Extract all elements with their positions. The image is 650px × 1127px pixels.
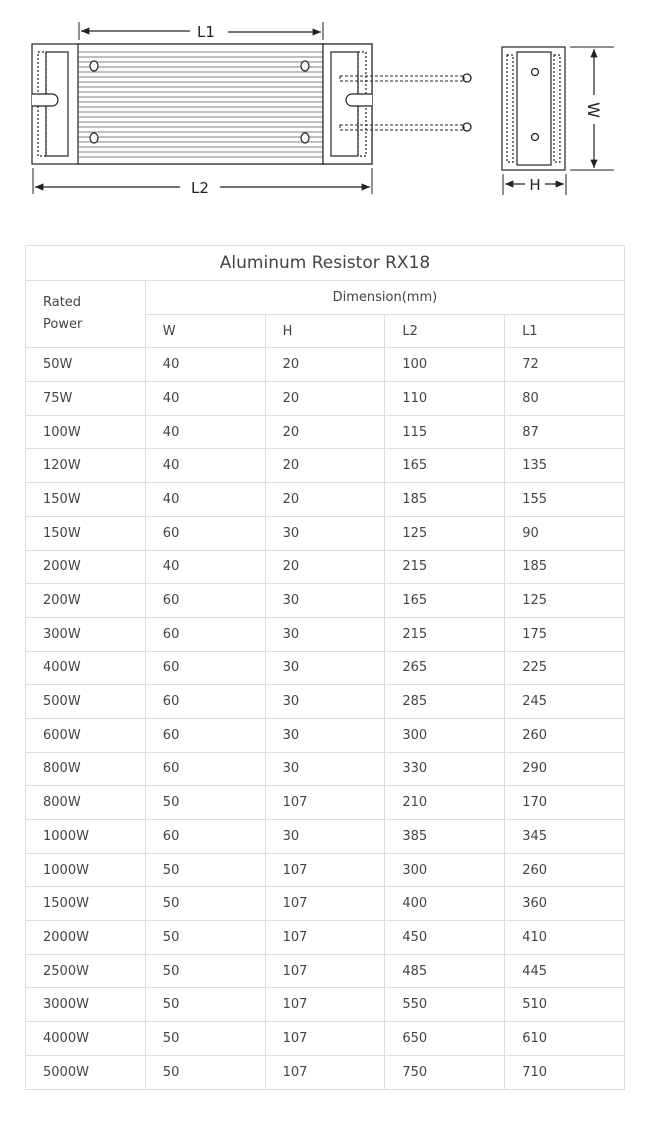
- table-row: [26, 348, 625, 382]
- table-row: [26, 718, 625, 752]
- h-cell: 30: [265, 752, 385, 786]
- l1-cell: 90: [505, 516, 625, 550]
- dimension-header: Dimension(mm): [145, 281, 624, 315]
- table-header-row: [26, 281, 625, 315]
- w-cell: 50: [145, 1022, 265, 1056]
- table-row: [26, 415, 625, 449]
- table-row: [26, 1055, 625, 1089]
- w-cell: 50: [145, 988, 265, 1022]
- table-row: [26, 516, 625, 550]
- h-cell: 20: [265, 348, 385, 382]
- l2-cell: 650: [385, 1022, 505, 1056]
- table-row: [26, 887, 625, 921]
- l1-cell: 135: [505, 449, 625, 483]
- l1-cell: 710: [505, 1055, 625, 1089]
- table-row: [26, 382, 625, 416]
- rated-power-cell: 150W: [26, 483, 146, 517]
- h-cell: 30: [265, 718, 385, 752]
- h-cell: 30: [265, 651, 385, 685]
- rated-power-cell: 400W: [26, 651, 146, 685]
- table-row: [26, 786, 625, 820]
- rated-power-cell: 3000W: [26, 988, 146, 1022]
- l2-cell: 400: [385, 887, 505, 921]
- rated-power-cell: 1500W: [26, 887, 146, 921]
- l2-cell: 450: [385, 921, 505, 955]
- l1-label: L1: [197, 23, 215, 41]
- table-row: [26, 752, 625, 786]
- h-cell: 30: [265, 820, 385, 854]
- w-cell: 60: [145, 516, 265, 550]
- h-cell: 107: [265, 786, 385, 820]
- l1-cell: 155: [505, 483, 625, 517]
- w-label: W: [584, 102, 603, 118]
- rated-power-cell: 200W: [26, 584, 146, 618]
- h-cell: 20: [265, 483, 385, 517]
- table-row: [26, 820, 625, 854]
- h-cell: 30: [265, 617, 385, 651]
- w-cell: 50: [145, 921, 265, 955]
- w-cell: 60: [145, 617, 265, 651]
- l2-cell: 165: [385, 449, 505, 483]
- w-cell: 50: [145, 887, 265, 921]
- rated-power-cell: 600W: [26, 718, 146, 752]
- l2-label: L2: [191, 179, 209, 197]
- w-cell: 40: [145, 382, 265, 416]
- h-cell: 107: [265, 954, 385, 988]
- l1-cell: 360: [505, 887, 625, 921]
- l1-cell: 170: [505, 786, 625, 820]
- column-header-l1: L1: [505, 314, 625, 348]
- w-cell: 60: [145, 584, 265, 618]
- table-row: [26, 853, 625, 887]
- l1-cell: 175: [505, 617, 625, 651]
- l2-cell: 210: [385, 786, 505, 820]
- rated-power-cell: 800W: [26, 752, 146, 786]
- h-cell: 107: [265, 1055, 385, 1089]
- table-title-row: [26, 246, 625, 281]
- l1-cell: 185: [505, 550, 625, 584]
- rated-power-cell: 100W: [26, 415, 146, 449]
- h-cell: 107: [265, 853, 385, 887]
- table-row: [26, 449, 625, 483]
- l2-cell: 125: [385, 516, 505, 550]
- table-row: [26, 1022, 625, 1056]
- rated-power-cell: 4000W: [26, 1022, 146, 1056]
- rated-power-header: Rated Power: [26, 281, 146, 348]
- l2-cell: 330: [385, 752, 505, 786]
- w-cell: 40: [145, 483, 265, 517]
- resistor-front-view: [32, 44, 372, 164]
- w-cell: 60: [145, 651, 265, 685]
- h-cell: 30: [265, 685, 385, 719]
- w-cell: 40: [145, 415, 265, 449]
- rated-power-cell: 120W: [26, 449, 146, 483]
- l2-cell: 265: [385, 651, 505, 685]
- l1-cell: 410: [505, 921, 625, 955]
- l2-cell: 485: [385, 954, 505, 988]
- h-cell: 30: [265, 584, 385, 618]
- rated-power-cell: 75W: [26, 382, 146, 416]
- l1-cell: 445: [505, 954, 625, 988]
- rated-power-cell: 300W: [26, 617, 146, 651]
- table-row: [26, 617, 625, 651]
- column-header-h: H: [265, 314, 385, 348]
- l1-cell: 87: [505, 415, 625, 449]
- table-row: [26, 954, 625, 988]
- w-dimension: [570, 47, 614, 170]
- rated-power-cell: 50W: [26, 348, 146, 382]
- resistor-side-view: [502, 47, 565, 170]
- l1-cell: 260: [505, 718, 625, 752]
- l2-cell: 550: [385, 988, 505, 1022]
- specification-table: [25, 245, 625, 1090]
- l1-cell: 80: [505, 382, 625, 416]
- table-row: [26, 483, 625, 517]
- h-cell: 20: [265, 382, 385, 416]
- w-cell: 40: [145, 348, 265, 382]
- l2-cell: 385: [385, 820, 505, 854]
- l2-cell: 750: [385, 1055, 505, 1089]
- l1-cell: 290: [505, 752, 625, 786]
- l2-dimension: [33, 168, 372, 197]
- rated-power-cell: 1000W: [26, 853, 146, 887]
- l2-cell: 215: [385, 617, 505, 651]
- h-cell: 107: [265, 1022, 385, 1056]
- column-header-w: W: [145, 314, 265, 348]
- rated-power-cell: 1000W: [26, 820, 146, 854]
- w-cell: 40: [145, 449, 265, 483]
- w-cell: 60: [145, 820, 265, 854]
- column-header-l2: L2: [385, 314, 505, 348]
- l2-cell: 300: [385, 718, 505, 752]
- table-row: [26, 584, 625, 618]
- h-cell: 20: [265, 415, 385, 449]
- w-cell: 40: [145, 550, 265, 584]
- table-row: [26, 651, 625, 685]
- l1-cell: 345: [505, 820, 625, 854]
- l2-cell: 215: [385, 550, 505, 584]
- h-cell: 107: [265, 887, 385, 921]
- h-cell: 107: [265, 988, 385, 1022]
- w-cell: 60: [145, 752, 265, 786]
- l1-cell: 610: [505, 1022, 625, 1056]
- table-row: [26, 921, 625, 955]
- rated-power-cell: 2500W: [26, 954, 146, 988]
- table-row: [26, 988, 625, 1022]
- l1-cell: 260: [505, 853, 625, 887]
- l1-cell: 225: [505, 651, 625, 685]
- h-dimension: [503, 174, 566, 195]
- w-cell: 60: [145, 718, 265, 752]
- l2-cell: 165: [385, 584, 505, 618]
- table-title: Aluminum Resistor RX18: [26, 246, 625, 281]
- h-cell: 30: [265, 516, 385, 550]
- h-cell: 107: [265, 921, 385, 955]
- rated-power-cell: 500W: [26, 685, 146, 719]
- l1-cell: 245: [505, 685, 625, 719]
- h-cell: 20: [265, 449, 385, 483]
- l2-cell: 115: [385, 415, 505, 449]
- w-cell: 50: [145, 853, 265, 887]
- l1-cell: 72: [505, 348, 625, 382]
- l1-cell: 510: [505, 988, 625, 1022]
- h-cell: 20: [265, 550, 385, 584]
- resistor-dimension-diagram: [0, 0, 650, 215]
- w-cell: 50: [145, 1055, 265, 1089]
- rated-power-cell: 2000W: [26, 921, 146, 955]
- table-row: [26, 550, 625, 584]
- l1-cell: 125: [505, 584, 625, 618]
- rated-power-cell: 150W: [26, 516, 146, 550]
- rated-power-cell: 800W: [26, 786, 146, 820]
- rated-power-cell: 200W: [26, 550, 146, 584]
- l2-cell: 285: [385, 685, 505, 719]
- l2-cell: 100: [385, 348, 505, 382]
- w-cell: 50: [145, 954, 265, 988]
- rated-power-cell: 5000W: [26, 1055, 146, 1089]
- l2-cell: 300: [385, 853, 505, 887]
- h-label: H: [529, 176, 541, 194]
- w-cell: 50: [145, 786, 265, 820]
- table-row: [26, 685, 625, 719]
- l2-cell: 185: [385, 483, 505, 517]
- l1-dimension: [79, 22, 323, 41]
- w-cell: 60: [145, 685, 265, 719]
- l2-cell: 110: [385, 382, 505, 416]
